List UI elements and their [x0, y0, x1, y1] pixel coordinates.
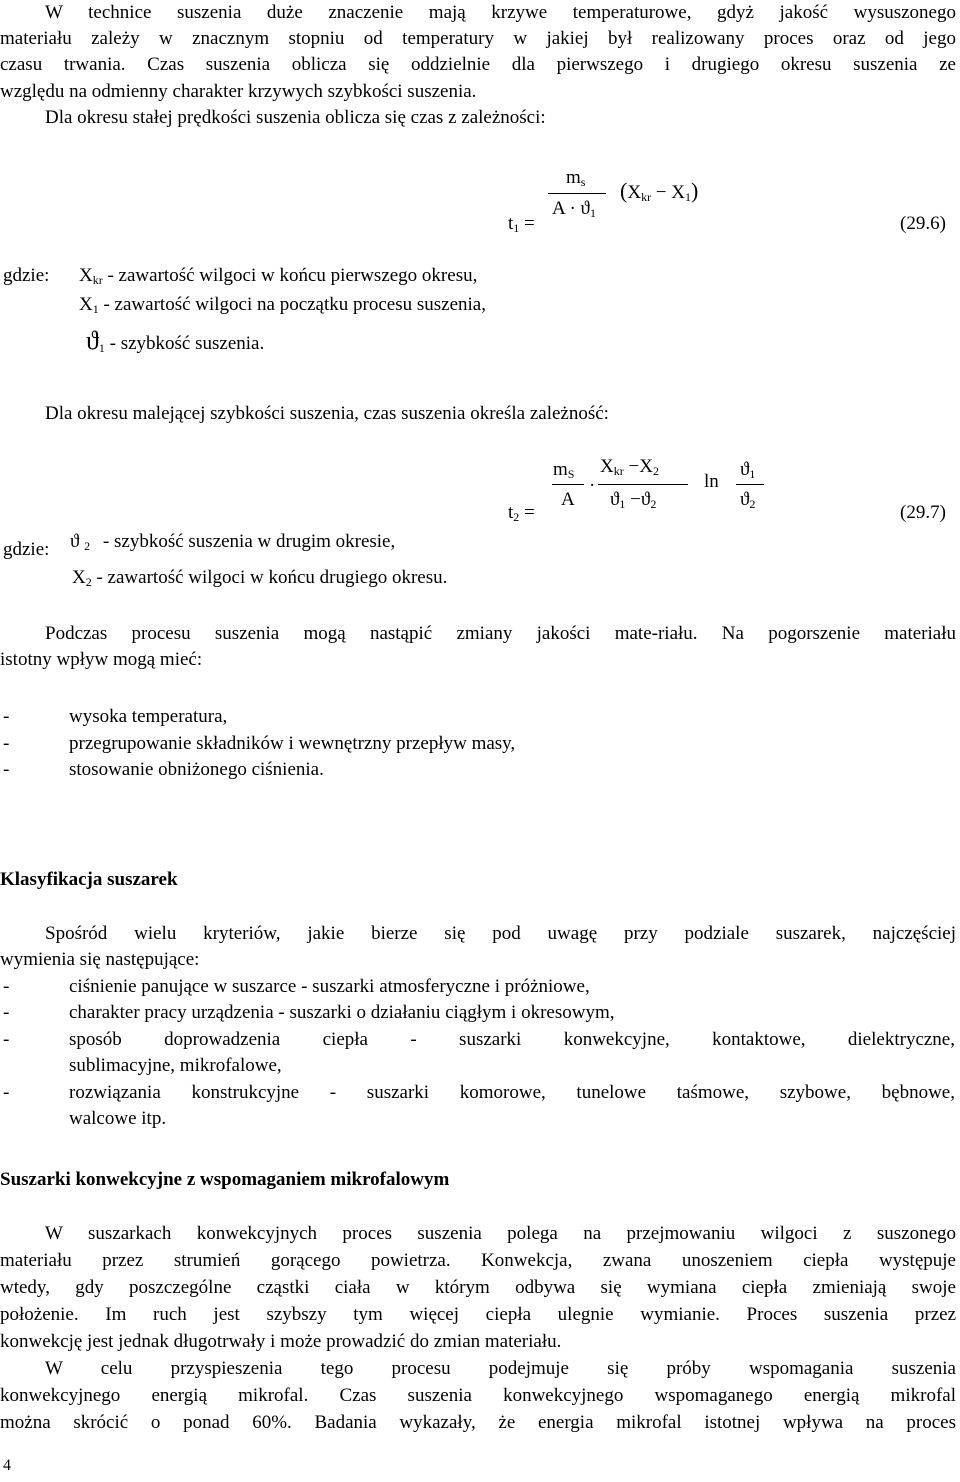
para5-line-2: materiału przez strumień gorącego powietrza. Konwekcja, zwana unoszeniem ciepła występuje [0, 1250, 956, 1271]
para4-line-2: wymienia się następujące: [0, 949, 200, 970]
page-number: 4 [3, 1457, 11, 1474]
eq2-ln-denominator: $ϑ_2$ [740, 489, 756, 511]
para6-line-3: można skrócić o ponad 60%. Badania wykazały, że energia mikrofal istotnej wpływa na proces [0, 1412, 956, 1433]
eq1-denominator: $A \cdot ϑ_1$ [552, 198, 596, 220]
eq1-fraction-bar [548, 193, 606, 194]
para6-line-2: konwekcyjnego energią mikrofal. Czas suszenia konwekcyjnego wspomaganego energią mikrofal [0, 1385, 956, 1406]
where2-row-x2: $X_2$ - zawartość wilgoci w końcu drugiego okresu. [72, 567, 448, 589]
list2-item-4-line-1: rozwiązania konstrukcyjne - suszarki komorowe, tunelowe taśmowe, szybowe, bębnowe, [69, 1082, 955, 1103]
heading-klasyfikacja: Klasyfikacja suszarek [0, 869, 178, 890]
para5-line-4: położenie. Im ruch jest szybszy tym więcej ciepła ulegnie wymianie. Proces suszenia przez [0, 1304, 956, 1325]
list2-item: - [3, 1029, 10, 1050]
eq2-fraction-bar-3 [736, 484, 764, 485]
para6-line-1: W celu przyspieszenia tego procesu podejmuje się próby wspomagania suszenia [45, 1358, 956, 1379]
para3-line-1: Podczas procesu suszenia mogą nastąpić zmiany jakości mate-riału. Na pogorszenie materiału [45, 623, 956, 644]
para3-line-2: istotny wpływ mogą mieć: [0, 649, 203, 670]
heading-suszarki-konwekcyjne: Suszarki konwekcyjne z wspomaganiem mikrofalowym [0, 1169, 450, 1190]
eq2-lhs: $t_2$ = [508, 502, 535, 524]
eq2-number: (29.7) [900, 502, 946, 523]
eq2-fraction-bar-1 [552, 484, 584, 485]
eq2-ms: $m_S$ [553, 459, 575, 481]
eq1-number: (29.6) [900, 213, 946, 234]
para5-line-3: wtedy, gdy poszczególne cząstki ciała w którym odbywa się wymiana ciepła zmieniają swoje [0, 1277, 956, 1298]
list2-item-3-line-1: sposób doprowadzenia ciepła - suszarki konwekcyjne, kontaktowe, dielektryczne, [69, 1029, 955, 1050]
eq2-ln: ln [704, 471, 719, 492]
para4-line-1: Spośród wielu kryteriów, jakie bierze się pod uwagę przy podziale suszarek, najczęściej [45, 923, 956, 944]
where1-row-xkr: $X_{kr}$ - zawartość wilgoci w końcu pierwszego okresu, [79, 265, 478, 287]
list1-item: - przegrupowanie składników i wewnętrzny przepływ masy, [3, 733, 516, 754]
intro-line-3: czasu trwania. Czas suszenia oblicza się oddzielnie dla pierwszego i drugiego okresu suszenia ze [0, 54, 956, 75]
list2-item: - ciśnienie panujące w suszarce - suszarki atmosferyczne i próżniowe, [3, 976, 590, 997]
list2-item: - charakter pracy urządzenia - suszarki o działaniu ciągłym i okresowym, [3, 1002, 615, 1023]
eq2-fraction-bar-2 [598, 484, 688, 485]
intro-line-1: W technice suszenia duże znaczenie mają krzywe temperaturowe, gdyż jakość wysuszonego [45, 2, 956, 23]
eq2-denominator-2: $ϑ_1 -ϑ_2$ [610, 489, 657, 511]
list2-item-4-line-2: walcowe itp. [69, 1108, 167, 1129]
para5-line-1: W suszarkach konwekcyjnych proces suszenia polega na przejmowaniu wilgoci z suszonego [45, 1223, 956, 1244]
where1-row-x1: $X_1$ - zawartość wilgoci na początku procesu suszenia, [79, 294, 486, 316]
intro-line-2: materiału zależy w znacznym stopniu od temperatury w jakiej był realizowany proces oraz od jego [0, 28, 956, 49]
eq2-A: A [561, 489, 575, 510]
where1-row-theta1: $ϑ_1$ - szybkość suszenia. [86, 326, 265, 355]
intro-line-5: Dla okresu stałej prędkości suszenia oblicza się czas z zależności: [45, 107, 546, 128]
eq2-ln-numerator: $ϑ_1$ [740, 459, 756, 481]
eq1-numerator: $m_s$ [566, 167, 586, 189]
eq1-lhs: $t_1$ = [508, 213, 535, 235]
where2-label: gdzie: [3, 539, 50, 560]
eq2-dot: · [589, 475, 596, 496]
list2-item-3-line-2: sublimacyjne, mikrofalowe, [69, 1055, 282, 1076]
eq2-numerator-2: $X_{kr} -X_2$ [600, 456, 659, 478]
intro-line-4: względu na odmienny charakter krzywych szybkości suszenia. [0, 81, 477, 102]
para5-line-5: konwekcję jest jednak długotrwały i może prowadzić do zmian materiału. [0, 1331, 562, 1352]
list1-item: - stosowanie obniżonego ciśnienia. [3, 759, 324, 780]
eq1-paren-expression: $(X_{kr} - X_1)$ [620, 178, 699, 204]
where2-row-theta2: ϑ $_2$ - szybkość suszenia w drugim okresie, [70, 531, 396, 553]
para2: Dla okresu malejącej szybkości suszenia, czas suszenia określa zależność: [45, 403, 609, 424]
list1-item: - wysoka temperatura, [3, 706, 228, 727]
list2-item: - [3, 1082, 10, 1103]
where1-label: gdzie: [3, 265, 50, 286]
